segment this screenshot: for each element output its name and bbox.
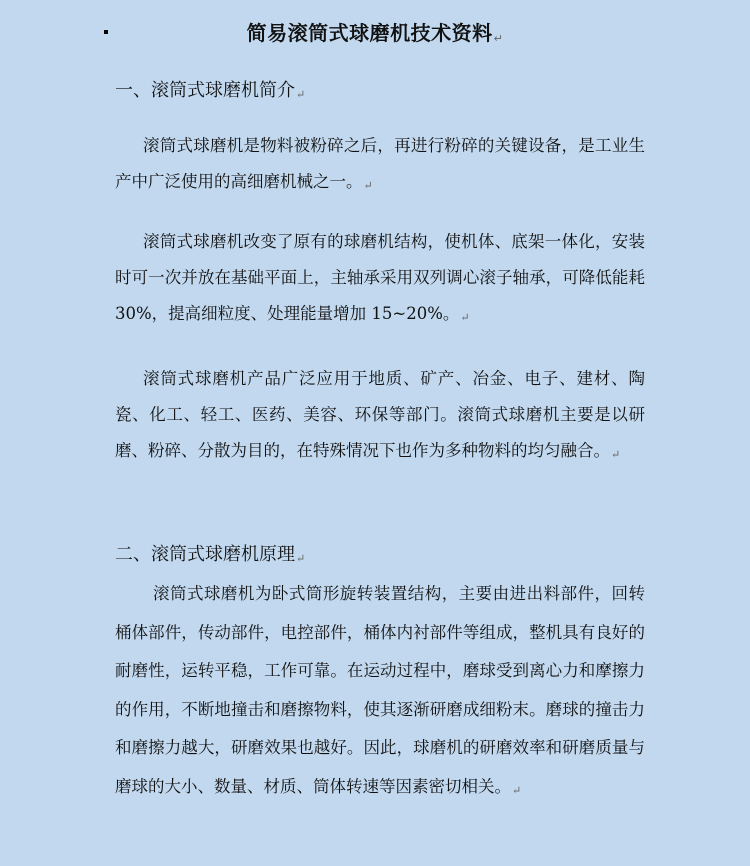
paragraph-mark-icon: ↵ [460,311,470,324]
paragraph-intro-2: 滚筒式球磨机改变了原有的球磨机结构，使机体、底架一体化，安装时可一次并放在基础平面上，主轴承采用双列调心滚子轴承，可降低能耗 30%，提高细粒度、处理能量增加 15~20%。↵ [115,232,645,324]
paragraph-mark-icon: ↵ [363,179,373,192]
paragraph-mark-icon: ↵ [512,783,522,797]
paragraph-mark-icon: ↵ [493,32,504,45]
paragraph-mark-icon: ↵ [296,88,306,101]
paragraph-mark-icon: ↵ [611,448,621,461]
section-heading-intro: 一、滚筒式球磨机简介↵ [115,80,306,101]
paragraph-principle-1: 滚筒式球磨机为卧式筒形旋转装置结构，主要由进出料部件，回转桶体部件，传动部件，电控部件，桶体内衬部件等组成，整机具有良好的耐磨性，运转平稳，工作可靠。在运动过程中，磨球受到离心力和摩擦力的作用，不断地撞击和磨擦物料，使其逐渐研磨成细粉末。磨球的撞击力和磨擦力越大，研磨效果也越好。因此，球磨机的研磨效率和研磨质量与磨球的大小、数量、材质、筒体转速等因素密切相关。↵ [115,584,645,797]
paragraph-mark-icon: ↵ [296,552,306,565]
paragraph-intro-3: 滚筒式球磨机产品广泛应用于地质、矿产、冶金、电子、建材、陶瓷、化工、轻工、医药、美容、环保等部门。滚筒式球磨机主要是以研磨、粉碎、分散为目的，在特殊情况下也作为多种物料的均匀融合。↵ [115,369,645,461]
document-title: 简易滚筒式球磨机技术资料↵ [246,21,504,45]
paragraph-intro-1: 滚筒式球磨机是物料被粉碎之后，再进行粉碎的关键设备，是工业生产中广泛使用的高细磨机械之一。↵ [115,136,645,192]
section-heading-principle: 二、滚筒式球磨机原理↵ [115,544,306,565]
